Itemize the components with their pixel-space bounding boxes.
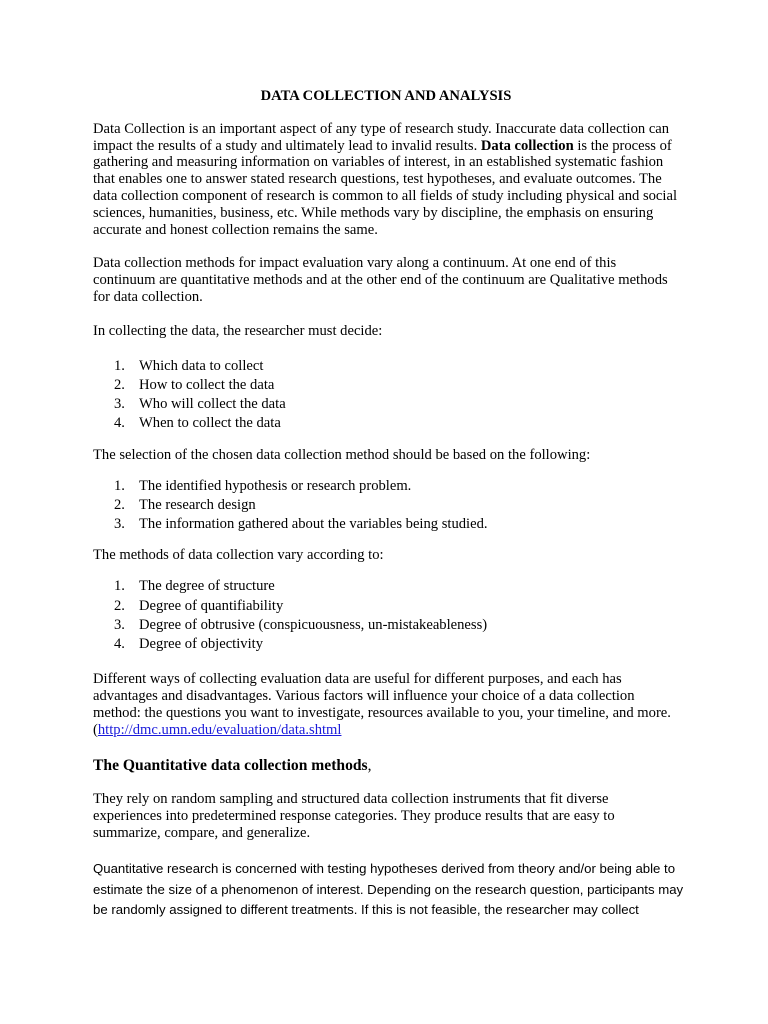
- list-text: Who will collect the data: [139, 396, 286, 413]
- list-number: 3.: [114, 616, 125, 633]
- list-number: 1.: [114, 477, 125, 494]
- list-item: [114, 616, 679, 635]
- list-text: The identified hypothesis or research problem.: [139, 477, 412, 494]
- list-text: The research design: [139, 496, 256, 513]
- list-item: [114, 414, 679, 433]
- list-item: [114, 357, 679, 376]
- list-text: Degree of obtrusive (conspicuousness, un-mistakeableness): [139, 616, 488, 633]
- list-number: 2.: [114, 597, 125, 614]
- list-text: Degree of quantifiability: [139, 597, 284, 614]
- list-text: The information gathered about the variables being studied.: [139, 516, 488, 533]
- intro-bold-term: Data collection: [480, 137, 574, 154]
- document-body: [93, 88, 684, 921]
- list-number: 2.: [114, 376, 125, 393]
- intro-text-part1: Data Collection is an important aspect of any type of research study. Inaccurate data collection can impact the results of a study and ultimately lead to invalid results.: [93, 120, 670, 154]
- list-item: [114, 496, 679, 515]
- list-text: Which data to collect: [139, 357, 264, 374]
- list-item: [114, 477, 679, 496]
- methods-intro: The methods of data collection vary according to:: [93, 547, 384, 564]
- intro-paragraph: [93, 121, 679, 239]
- list-number: 4.: [114, 636, 125, 653]
- decide-intro: In collecting the data, the researcher must decide:: [93, 322, 383, 339]
- list-number: 1.: [114, 357, 125, 374]
- continuum-paragraph: Data collection methods for impact evaluation vary along a continuum. At one end of this continuum are quantitative methods and at the other end of the continuum are Qualitative methods for data collection.: [93, 255, 668, 305]
- list-text: When to collect the data: [139, 415, 281, 432]
- list-item: [114, 515, 679, 534]
- list-item: [114, 635, 679, 654]
- document-title: DATA COLLECTION AND ANALYSIS: [260, 88, 512, 104]
- list-text: How to collect the data: [139, 376, 275, 393]
- list-number: 1.: [114, 578, 125, 595]
- ways-text: Different ways of collecting evaluation data are useful for different purposes, and each has advantages and disadvantages. Various factors will influence your choice of a data collection method: the questions you want to investigate, resources available to you, your timeline, and more. (: [93, 671, 671, 738]
- section-heading-suffix: ,: [367, 756, 372, 774]
- list-number: 2.: [114, 496, 125, 513]
- intro-text-part2: is the process of gathering and measuring information on variables of interest, in an established systematic fashion that enables one to answer stated research questions, test hypotheses, and evaluate outcomes. The data collection component of research is common to all fields of study including physical and social sciences, humanities, business, etc. While methods vary by discipline, the emphasis on ensuring accurate and honest collection remains the same.: [93, 137, 677, 238]
- list-item: [114, 597, 679, 616]
- list-item: [114, 577, 679, 596]
- list-item: [114, 395, 679, 414]
- quantitative-paragraph: They rely on random sampling and structured data collection instruments that fit diverse experiences into predetermined response categories. They produce results that are easy to summarize, compare, and generalize.: [93, 791, 615, 841]
- list-number: 3.: [114, 516, 125, 533]
- ways-paragraph: [93, 671, 679, 738]
- list-number: 3.: [114, 396, 125, 413]
- methods-list: [93, 577, 679, 654]
- selection-intro: The selection of the chosen data collection method should be based on the following:: [93, 446, 591, 463]
- list-number: 4.: [114, 415, 125, 432]
- list-text: Degree of objectivity: [139, 636, 263, 653]
- list-text: The degree of structure: [139, 578, 275, 595]
- quantitative-research-paragraph: Quantitative research is concerned with testing hypotheses derived from theory and/or being able to estimate the size of a phenomenon of interest. Depending on the research question, participants may be randomly assigned to different treatments. If this is not feasible, the researcher may collect: [93, 860, 684, 918]
- list-item: [114, 376, 679, 395]
- decide-list: [93, 357, 679, 434]
- selection-list: [93, 477, 679, 535]
- section-heading: [93, 758, 679, 775]
- section-heading-text: The Quantitative data collection methods: [93, 756, 368, 774]
- evaluation-data-link[interactable]: http://dmc.umn.edu/evaluation/data.shtml: [97, 721, 342, 738]
